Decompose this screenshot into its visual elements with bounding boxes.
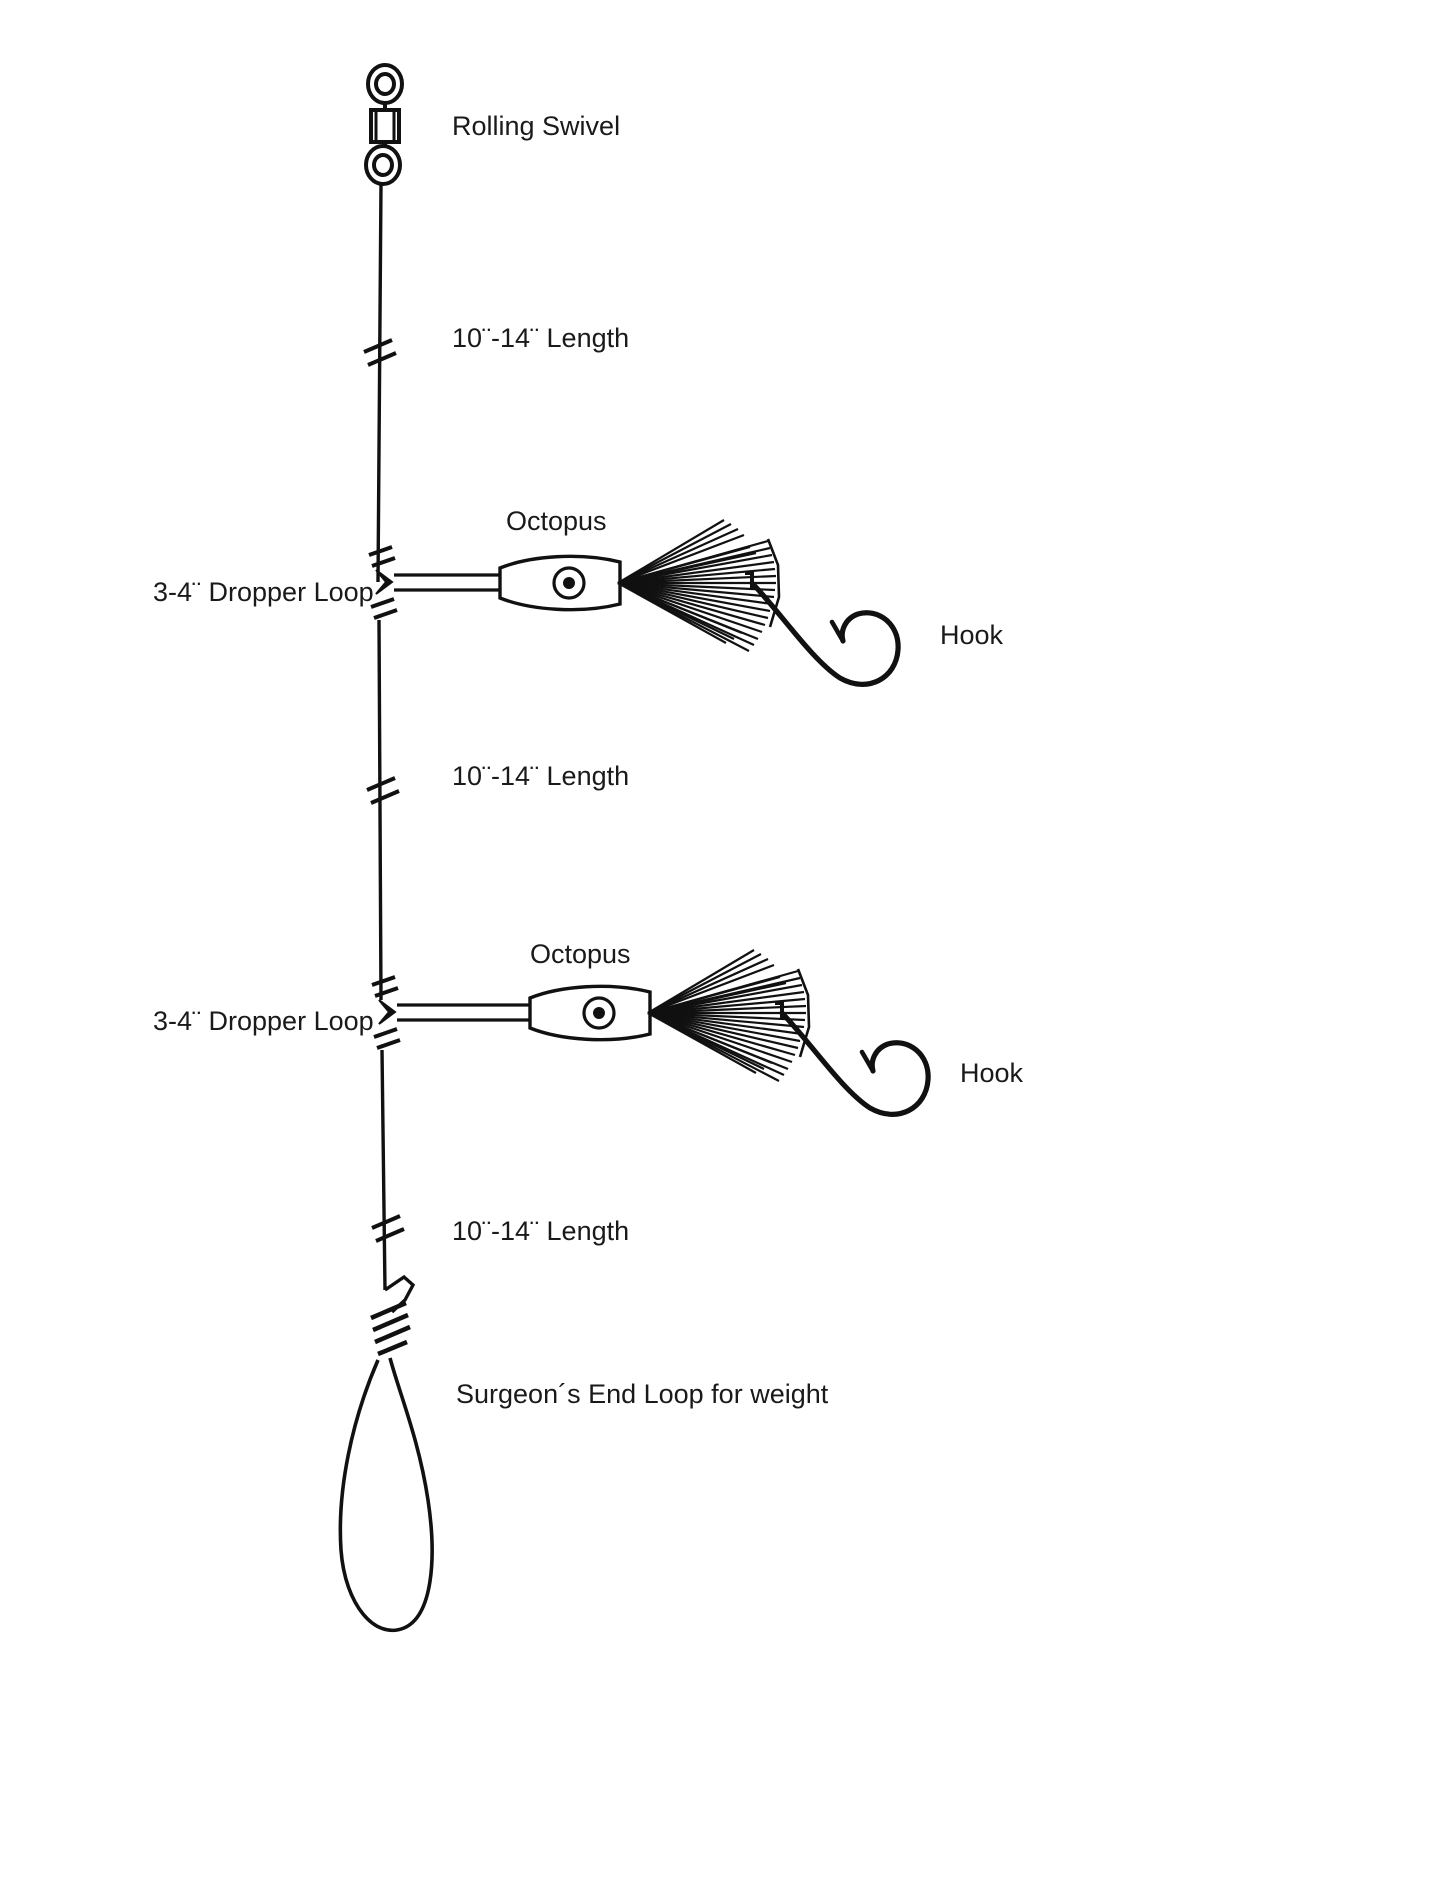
label-octopus-2: Octopus [530, 939, 631, 969]
main-line [340, 65, 432, 1630]
label-dropper-loop-1: 3-4¨ Dropper Loop [153, 577, 374, 607]
rolling-swivel-graphic [366, 65, 402, 184]
label-surgeons-end-loop: Surgeon´s End Loop for weight [456, 1379, 829, 1409]
label-hook-2: Hook [960, 1058, 1024, 1088]
length-marker-3 [372, 1216, 404, 1241]
label-length-segment-2: 10¨-14¨ Length [452, 761, 630, 791]
line-segment-1 [378, 184, 381, 582]
octopus-rig-2 [397, 950, 928, 1114]
label-dropper-loop-2: 3-4¨ Dropper Loop [153, 1006, 374, 1036]
octopus-rig-1 [394, 520, 898, 684]
surgeons-end-loop-graphic [340, 1277, 432, 1630]
line-segment-3 [382, 1050, 385, 1290]
label-hook-1: Hook [940, 620, 1004, 650]
octopus-head-2 [530, 986, 650, 1039]
octopus-head-1 [500, 556, 620, 609]
label-rolling-swivel: Rolling Swivel [452, 111, 621, 141]
label-length-segment-1: 10¨-14¨ Length [452, 323, 630, 353]
label-length-segment-3: 10¨-14¨ Length [452, 1216, 630, 1246]
length-marker-2 [367, 778, 399, 803]
dropper-loop-2-knot [372, 977, 400, 1048]
line-segment-2 [379, 620, 381, 1000]
label-octopus-1: Octopus [506, 506, 607, 536]
